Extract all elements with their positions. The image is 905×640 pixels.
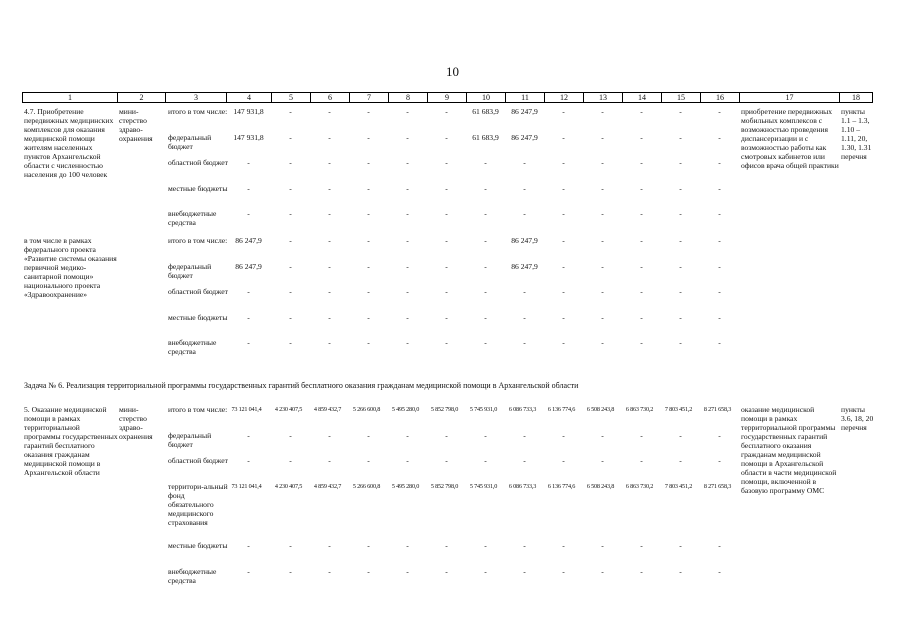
cell-col-11: 86 247,9 xyxy=(511,262,538,271)
cell-col-16: - xyxy=(718,184,721,193)
cell-col-8: - xyxy=(406,209,409,218)
cell-col-14: - xyxy=(640,567,643,576)
cell-col-4: - xyxy=(247,158,250,167)
cell-col-14: 6 863 730,2 xyxy=(625,406,654,413)
cell-col-16: - xyxy=(718,567,721,576)
cell-col-8: - xyxy=(406,431,409,440)
cell-col-9: - xyxy=(445,431,448,440)
cell-col-12: - xyxy=(562,431,565,440)
cell-col-16: - xyxy=(718,158,721,167)
cell-col-9: - xyxy=(445,133,448,142)
cell-col-11: 86 247,9 xyxy=(511,133,538,142)
cell-col-12: - xyxy=(562,209,565,218)
cell-col-14: 6 863 730,2 xyxy=(625,483,654,490)
cell-col-11: 6 086 733,3 xyxy=(508,483,537,490)
cell-col-6: - xyxy=(328,184,331,193)
cell-col-15: - xyxy=(679,431,682,440)
cell-col-4: - xyxy=(247,313,250,322)
cell-col-14: - xyxy=(640,184,643,193)
cell-col-5: - xyxy=(289,262,292,271)
cell-col-4: - xyxy=(247,209,250,218)
cell-col-9: - xyxy=(445,262,448,271)
cell-col-4: - xyxy=(247,338,250,347)
cell-col-4: 73 121 041,4 xyxy=(231,406,262,413)
cell-col-13: - xyxy=(601,313,604,322)
cell-col-7: - xyxy=(367,338,370,347)
cell-col-7: - xyxy=(367,209,370,218)
cell-col-11: - xyxy=(523,541,526,550)
cell-col-4: - xyxy=(247,287,250,296)
cell-col-10: - xyxy=(484,567,487,576)
cell-col-7: - xyxy=(367,541,370,550)
cell-col-13: - xyxy=(601,338,604,347)
cell-col-15: 7 803 451,2 xyxy=(664,483,693,490)
executor: мини- стерство здраво- охранения xyxy=(119,107,153,143)
cell-col-5: - xyxy=(289,338,292,347)
cell-col-14: - xyxy=(640,107,643,116)
cell-col-14: - xyxy=(640,133,643,142)
header-col-9: 9 xyxy=(428,93,467,103)
cell-col-6: - xyxy=(328,133,331,142)
cell-col-10: - xyxy=(484,456,487,465)
cell-col-8: - xyxy=(406,262,409,271)
cell-col-10: - xyxy=(484,431,487,440)
cell-col-10: - xyxy=(484,262,487,271)
cell-col-6: - xyxy=(328,236,331,245)
cell-col-9: 5 852 798,0 xyxy=(430,406,459,413)
header-col-1: 1 xyxy=(23,93,118,103)
cell-col-9: - xyxy=(445,287,448,296)
cell-col-8: 5 495 280,0 xyxy=(391,483,420,490)
header-col-16: 16 xyxy=(701,93,740,103)
cell-col-11: 86 247,9 xyxy=(511,236,538,245)
cell-col-5: 4 230 407,5 xyxy=(274,483,303,490)
cell-col-10: - xyxy=(484,287,487,296)
cell-col-11: - xyxy=(523,431,526,440)
cell-col-16: - xyxy=(718,541,721,550)
cell-col-13: - xyxy=(601,107,604,116)
cell-col-13: - xyxy=(601,184,604,193)
cell-col-5: - xyxy=(289,313,292,322)
cell-col-7: - xyxy=(367,262,370,271)
cell-col-7: - xyxy=(367,287,370,296)
cell-col-15: 7 803 451,2 xyxy=(664,406,693,413)
cell-col-9: - xyxy=(445,456,448,465)
cell-col-11: - xyxy=(523,287,526,296)
cell-col-12: 6 136 774,6 xyxy=(547,483,576,490)
cell-col-16: - xyxy=(718,107,721,116)
cell-col-5: - xyxy=(289,431,292,440)
cell-col-6: - xyxy=(328,313,331,322)
cell-col-12: - xyxy=(562,456,565,465)
source-label: итого в том числе: xyxy=(168,405,228,414)
header-col-10: 10 xyxy=(467,93,506,103)
cell-col-15: - xyxy=(679,133,682,142)
cell-col-13: - xyxy=(601,262,604,271)
cell-col-10: - xyxy=(484,541,487,550)
cell-col-4: - xyxy=(247,541,250,550)
cell-col-15: - xyxy=(679,236,682,245)
cell-col-5: - xyxy=(289,107,292,116)
header-col-5: 5 xyxy=(272,93,311,103)
cell-col-9: - xyxy=(445,567,448,576)
cell-col-6: - xyxy=(328,107,331,116)
cell-col-12: - xyxy=(562,158,565,167)
cell-col-9: - xyxy=(445,313,448,322)
cell-col-7: - xyxy=(367,158,370,167)
cell-col-13: - xyxy=(601,236,604,245)
source-label: внебюджетные средства xyxy=(168,567,217,585)
cell-col-7: - xyxy=(367,184,370,193)
cell-col-7: - xyxy=(367,456,370,465)
cell-col-12: - xyxy=(562,338,565,347)
cell-col-9: - xyxy=(445,541,448,550)
cell-col-11: - xyxy=(523,567,526,576)
cell-col-7: - xyxy=(367,567,370,576)
cell-col-12: - xyxy=(562,107,565,116)
cell-col-11: - xyxy=(523,456,526,465)
header-col-2: 2 xyxy=(118,93,166,103)
column-number-header xyxy=(22,92,873,103)
cell-col-10: - xyxy=(484,209,487,218)
source-label: местные бюджеты xyxy=(168,541,228,550)
cell-col-15: - xyxy=(679,158,682,167)
cell-col-5: - xyxy=(289,541,292,550)
cell-col-15: - xyxy=(679,456,682,465)
cell-col-10: - xyxy=(484,338,487,347)
cell-col-14: - xyxy=(640,431,643,440)
cell-col-4: 147 931,8 xyxy=(233,133,264,142)
cell-col-14: - xyxy=(640,287,643,296)
cell-col-11: 6 086 733,3 xyxy=(508,406,537,413)
item-name: 5. Оказание медицинской помощи в рамках территориальной программы государственных гарантий бесплатного оказания гражданам медицинской помощи в Архангельской области xyxy=(24,405,118,477)
cell-col-12: - xyxy=(562,133,565,142)
executor: мини- стерство здраво- охранения xyxy=(119,405,153,441)
cell-col-11: - xyxy=(523,338,526,347)
cell-col-13: - xyxy=(601,133,604,142)
cell-col-13: 6 508 243,8 xyxy=(586,406,615,413)
source-label: местные бюджеты xyxy=(168,313,228,322)
cell-col-14: - xyxy=(640,456,643,465)
header-col-18: 18 xyxy=(840,93,873,103)
cell-col-9: - xyxy=(445,338,448,347)
source-label: федеральный бюджет xyxy=(168,262,212,280)
cell-col-5: - xyxy=(289,209,292,218)
cell-col-10: - xyxy=(484,313,487,322)
header-col-6: 6 xyxy=(311,93,350,103)
cell-col-13: - xyxy=(601,456,604,465)
cell-col-9: 5 852 798,0 xyxy=(430,483,459,490)
header-col-12: 12 xyxy=(545,93,584,103)
cell-col-8: - xyxy=(406,236,409,245)
cell-col-5: - xyxy=(289,236,292,245)
cell-col-12: - xyxy=(562,184,565,193)
cell-col-16: - xyxy=(718,236,721,245)
cell-col-4: 147 931,8 xyxy=(233,107,264,116)
cell-col-6: - xyxy=(328,338,331,347)
cell-col-8: - xyxy=(406,287,409,296)
cell-col-16: 8 271 658,3 xyxy=(703,406,732,413)
cell-col-8: - xyxy=(406,456,409,465)
cell-col-10: - xyxy=(484,184,487,193)
cell-col-6: - xyxy=(328,262,331,271)
cell-col-8: - xyxy=(406,541,409,550)
task-heading: Задача № 6. Реализация территориальной программы государственных гарантий бесплатного оказания гражданам медицинской помощи в Архангельской области xyxy=(24,381,579,390)
cell-col-6: 4 859 432,7 xyxy=(313,483,342,490)
cell-col-4: - xyxy=(247,456,250,465)
header-col-3: 3 xyxy=(166,93,227,103)
block-federal-project xyxy=(22,236,870,366)
header-col-15: 15 xyxy=(662,93,701,103)
cell-col-11: - xyxy=(523,158,526,167)
cell-col-5: - xyxy=(289,184,292,193)
cell-col-7: 5 266 600,8 xyxy=(352,406,381,413)
cell-col-14: - xyxy=(640,236,643,245)
cell-col-7: - xyxy=(367,236,370,245)
cell-col-14: - xyxy=(640,158,643,167)
cell-col-13: - xyxy=(601,567,604,576)
cell-col-4: - xyxy=(247,431,250,440)
cell-col-7: - xyxy=(367,313,370,322)
cell-col-8: - xyxy=(406,338,409,347)
cell-col-13: - xyxy=(601,431,604,440)
cell-col-13: - xyxy=(601,287,604,296)
cell-col-9: - xyxy=(445,158,448,167)
cell-col-6: - xyxy=(328,541,331,550)
cell-col-15: - xyxy=(679,107,682,116)
cell-col-16: - xyxy=(718,338,721,347)
block-item-5 xyxy=(22,405,874,595)
cell-col-14: - xyxy=(640,338,643,347)
cell-col-4: 86 247,9 xyxy=(235,236,262,245)
cell-col-12: - xyxy=(562,567,565,576)
cell-col-7: 5 266 600,8 xyxy=(352,483,381,490)
cell-col-4: - xyxy=(247,567,250,576)
block-item-4-7 xyxy=(22,107,870,232)
cell-col-16: - xyxy=(718,209,721,218)
points-ref: пункты 3.6, 18, 20 перечня xyxy=(841,405,874,432)
cell-col-14: - xyxy=(640,313,643,322)
source-label: областной бюджет xyxy=(168,287,228,296)
cell-col-12: - xyxy=(562,313,565,322)
cell-col-7: - xyxy=(367,431,370,440)
cell-col-5: - xyxy=(289,456,292,465)
source-label: территори-альный фонд обязательного медицинского страхования xyxy=(168,482,228,527)
header-col-17: 17 xyxy=(740,93,840,103)
cell-col-15: - xyxy=(679,287,682,296)
source-label: итого в том числе: xyxy=(168,107,228,116)
cell-col-8: - xyxy=(406,313,409,322)
cell-col-5: - xyxy=(289,287,292,296)
cell-col-15: - xyxy=(679,313,682,322)
header-col-4: 4 xyxy=(227,93,272,103)
cell-col-16: - xyxy=(718,287,721,296)
cell-col-7: - xyxy=(367,107,370,116)
cell-col-5: - xyxy=(289,158,292,167)
source-label: федеральный бюджет xyxy=(168,133,212,151)
cell-col-14: - xyxy=(640,262,643,271)
cell-col-12: 6 136 774,6 xyxy=(547,406,576,413)
cell-col-13: - xyxy=(601,209,604,218)
page-number: 10 xyxy=(446,64,459,79)
result-text: оказание медицинской помощи в рамках территориальной программы государственных гарантий бесплатного оказания гражданам медицинской помощи в Архангельской области в части медицинской помощи, включенной в базовую программу ОМС xyxy=(741,405,837,495)
cell-col-15: - xyxy=(679,262,682,271)
cell-col-12: - xyxy=(562,287,565,296)
cell-col-8: - xyxy=(406,158,409,167)
source-label: итого в том числе: xyxy=(168,236,228,245)
source-label: внебюджетные средства xyxy=(168,338,217,356)
cell-col-6: - xyxy=(328,567,331,576)
cell-col-11: - xyxy=(523,313,526,322)
points-ref: пункты 1.1 – 1.3, 1.10 – 1.11, 20, 1.30, 1.31 перечня xyxy=(841,107,872,161)
cell-col-6: - xyxy=(328,431,331,440)
cell-col-16: - xyxy=(718,262,721,271)
cell-col-6: 4 859 432,7 xyxy=(313,406,342,413)
cell-col-4: - xyxy=(247,184,250,193)
cell-col-4: 73 121 041,4 xyxy=(231,483,262,490)
cell-col-8: - xyxy=(406,133,409,142)
cell-col-9: - xyxy=(445,236,448,245)
source-label: местные бюджеты xyxy=(168,184,228,193)
cell-col-6: - xyxy=(328,287,331,296)
item-name: в том числе в рамках федерального проекта «Развитие системы оказания первичной медико-санитарной помощи» национального проекта «Здравоохранение» xyxy=(24,236,117,299)
cell-col-5: - xyxy=(289,567,292,576)
cell-col-15: - xyxy=(679,567,682,576)
cell-col-10: - xyxy=(484,236,487,245)
cell-col-14: - xyxy=(640,541,643,550)
cell-col-10: 61 683,9 xyxy=(472,107,499,116)
cell-col-16: - xyxy=(718,313,721,322)
cell-col-11: - xyxy=(523,184,526,193)
cell-col-13: 6 508 243,8 xyxy=(586,483,615,490)
source-label: федеральный бюджет xyxy=(168,431,212,449)
cell-col-10: 5 745 931,0 xyxy=(469,483,498,490)
cell-col-9: - xyxy=(445,209,448,218)
cell-col-4: 86 247,9 xyxy=(235,262,262,271)
header-col-14: 14 xyxy=(623,93,662,103)
cell-col-7: - xyxy=(367,133,370,142)
source-label: областной бюджет xyxy=(168,456,228,465)
cell-col-6: - xyxy=(328,209,331,218)
cell-col-13: - xyxy=(601,158,604,167)
cell-col-10: 5 745 931,0 xyxy=(469,406,498,413)
cell-col-16: - xyxy=(718,456,721,465)
source-label: областной бюджет xyxy=(168,158,228,167)
cell-col-6: - xyxy=(328,456,331,465)
cell-col-16: - xyxy=(718,431,721,440)
cell-col-15: - xyxy=(679,541,682,550)
cell-col-14: - xyxy=(640,209,643,218)
header-col-7: 7 xyxy=(350,93,389,103)
header-col-13: 13 xyxy=(584,93,623,103)
cell-col-5: 4 230 407,5 xyxy=(274,406,303,413)
cell-col-8: - xyxy=(406,107,409,116)
cell-col-9: - xyxy=(445,184,448,193)
cell-col-11: - xyxy=(523,209,526,218)
cell-col-15: - xyxy=(679,209,682,218)
item-name: 4.7. Приобретение передвижных медицинских комплексов для оказания медицинской помощи жителям населенных пунктов Архангельской области с численностью населения до 100 человек xyxy=(24,107,114,179)
cell-col-12: - xyxy=(562,262,565,271)
header-col-8: 8 xyxy=(389,93,428,103)
cell-col-10: - xyxy=(484,158,487,167)
cell-col-10: 61 683,9 xyxy=(472,133,499,142)
cell-col-12: - xyxy=(562,236,565,245)
cell-col-5: - xyxy=(289,133,292,142)
cell-col-12: - xyxy=(562,541,565,550)
result-text: приобретение передвижных мобильных комплексов с возможностью проведения диспансеризации и с возможностью работы как смотровых кабинетов или офисов врача общей практики xyxy=(741,107,839,170)
cell-col-8: - xyxy=(406,184,409,193)
cell-col-15: - xyxy=(679,184,682,193)
source-label: внебюджетные средства xyxy=(168,209,217,227)
cell-col-6: - xyxy=(328,158,331,167)
cell-col-16: - xyxy=(718,133,721,142)
cell-col-15: - xyxy=(679,338,682,347)
cell-col-11: 86 247,9 xyxy=(511,107,538,116)
cell-col-9: - xyxy=(445,107,448,116)
cell-col-16: 8 271 658,3 xyxy=(703,483,732,490)
cell-col-8: 5 495 280,0 xyxy=(391,406,420,413)
header-col-11: 11 xyxy=(506,93,545,103)
cell-col-8: - xyxy=(406,567,409,576)
cell-col-13: - xyxy=(601,541,604,550)
